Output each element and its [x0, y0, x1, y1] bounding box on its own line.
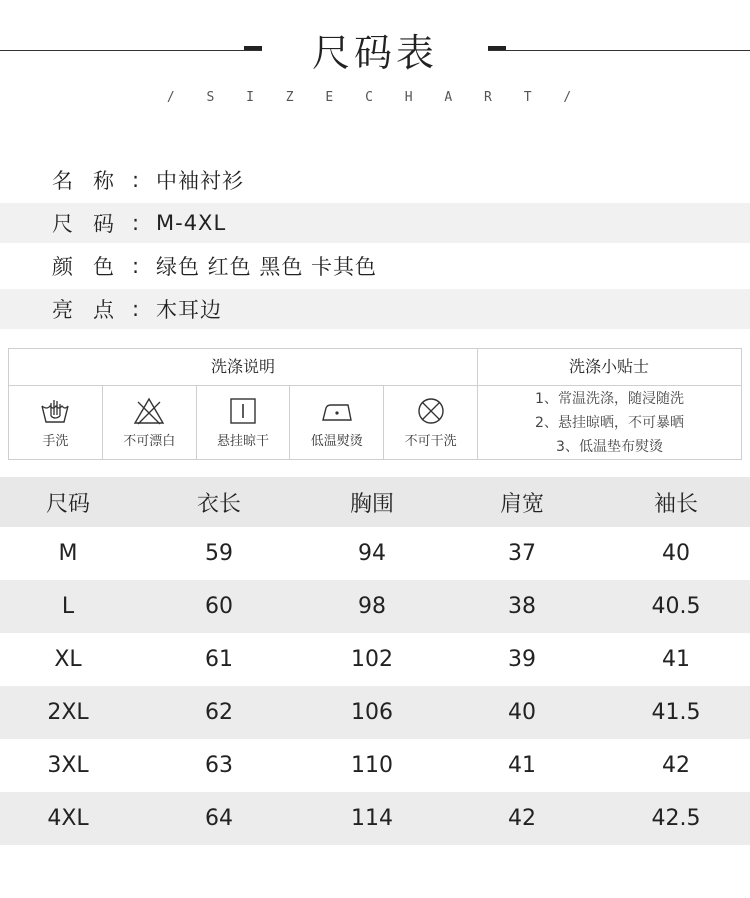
header [0, 0, 750, 130]
info-value: 中袖衬衫 [156, 169, 244, 193]
care-cell-no-dry-clean [384, 386, 477, 459]
table-cell: 41 [662, 647, 690, 672]
page-title: 尺码表 [311, 31, 438, 75]
size-table-header [0, 477, 750, 527]
info-row-color [0, 246, 750, 286]
table-cell: 42.5 [651, 806, 701, 831]
table-cell: 39 [508, 647, 536, 672]
table-cell: 40 [508, 700, 536, 725]
info-value: 绿色 红色 黑色 卡其色 [156, 255, 378, 279]
info-colon: : [132, 211, 140, 235]
info-label: 颜色 [52, 255, 134, 279]
product-info [0, 160, 750, 332]
table-cell: 102 [351, 647, 393, 672]
hang-dry-icon [226, 396, 260, 426]
table-cell: 38 [508, 594, 536, 619]
table-cell: 114 [351, 806, 393, 831]
info-row-size [0, 203, 750, 243]
table-cell: XL [54, 647, 82, 672]
table-cell: M [58, 541, 78, 566]
table-cell: 42 [508, 806, 536, 831]
column-header: 衣长 [136, 477, 302, 527]
tip-line: 2、悬挂晾晒，不可暴晒 [535, 414, 684, 431]
table-cell: 42 [662, 753, 690, 778]
info-colon: : [132, 297, 140, 321]
table-cell: 62 [205, 700, 233, 725]
info-value: 木耳边 [156, 298, 222, 322]
column-header: 胸围 [302, 477, 442, 527]
info-label: 亮点 [52, 298, 134, 322]
column-header: 尺码 [0, 477, 136, 527]
care-cell-low-iron [290, 386, 384, 459]
care-label: 手洗 [42, 434, 69, 449]
table-cell: 110 [351, 753, 393, 778]
table-cell: 40.5 [651, 594, 701, 619]
table-row [0, 527, 750, 580]
page-subtitle: / S I Z E C H A R T / [166, 90, 584, 105]
no-dry-clean-icon [414, 396, 448, 426]
table-cell: 4XL [47, 806, 89, 831]
care-instructions [8, 348, 742, 460]
info-value: M-4XL [156, 211, 227, 235]
info-colon: : [132, 168, 140, 192]
table-row [0, 633, 750, 686]
table-cell: 41.5 [651, 700, 701, 725]
table-cell: 63 [205, 753, 233, 778]
table-cell: 37 [508, 541, 536, 566]
low-iron-icon [320, 396, 354, 426]
care-label: 不可干洗 [404, 434, 457, 449]
hand-wash-icon [38, 396, 72, 426]
column-header: 肩宽 [442, 477, 602, 527]
table-cell: 2XL [47, 700, 89, 725]
care-cell-hang-dry [197, 386, 291, 459]
table-cell: 106 [351, 700, 393, 725]
info-row-name [0, 160, 750, 200]
table-cell: 41 [508, 753, 536, 778]
table-cell: 40 [662, 541, 690, 566]
info-label: 名称 [52, 169, 134, 193]
tip-line: 1、常温洗涤，随浸随洗 [535, 390, 684, 407]
table-cell: 60 [205, 594, 233, 619]
wash-title: 洗涤说明 [9, 349, 478, 386]
table-cell: 61 [205, 647, 233, 672]
table-cell: 94 [358, 541, 386, 566]
no-bleach-icon [132, 396, 166, 426]
table-cell: 98 [358, 594, 386, 619]
info-colon: : [132, 254, 140, 278]
care-cell-no-bleach [103, 386, 197, 459]
care-tips [477, 386, 741, 459]
table-cell: 3XL [47, 753, 89, 778]
tips-title: 洗涤小贴士 [477, 349, 741, 386]
table-row [0, 686, 750, 739]
table-cell: 64 [205, 806, 233, 831]
table-row [0, 792, 750, 845]
column-header: 袖长 [602, 477, 750, 527]
table-row [0, 739, 750, 792]
table-cell: L [61, 594, 75, 619]
care-label: 悬挂晾干 [216, 434, 269, 449]
size-table [0, 477, 750, 845]
care-label: 低温熨烫 [310, 434, 363, 449]
care-label: 不可漂白 [123, 434, 176, 449]
table-row [0, 580, 750, 633]
info-row-highlight [0, 289, 750, 329]
info-label: 尺码 [52, 212, 134, 236]
tip-line: 3、低温垫布熨烫 [556, 438, 663, 455]
table-cell: 59 [205, 541, 233, 566]
care-cell-hand-wash [9, 386, 103, 459]
care-icons [9, 386, 477, 459]
